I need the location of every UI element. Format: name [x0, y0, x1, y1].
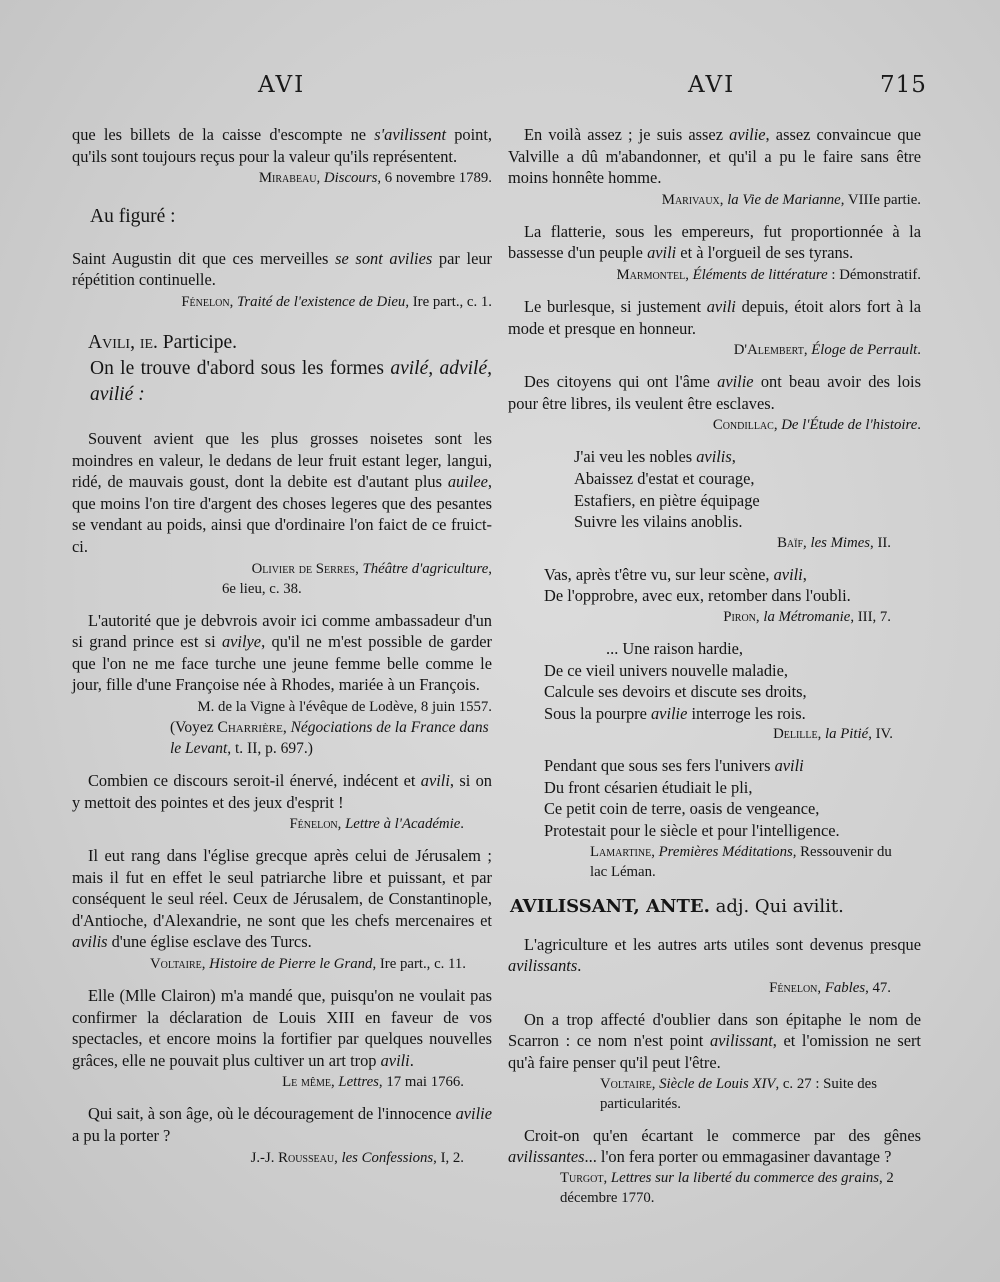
quote-emphasis: avilissant: [709, 1031, 773, 1051]
quote-text: La flatterie, sous les empereurs, fut proportionnée à la bassesse d'un peuple: [508, 221, 921, 263]
citation-rest: , I, 2.: [433, 1149, 464, 1166]
entry-headword: Avili, ie.: [88, 331, 158, 353]
quote-text: , et l'omission ne sert qu'à faire penser qu'il peut l'être.: [508, 1031, 921, 1073]
quote-emphasis: avili: [420, 770, 450, 790]
quote-text: .: [577, 956, 582, 976]
verse-text: ,: [802, 564, 807, 584]
citation-author: J.-J. Rousseau: [250, 1149, 335, 1166]
citation-work: les Confessions: [341, 1149, 434, 1166]
citation-rest: , c. 27 : Suite des particularités.: [600, 1075, 877, 1112]
citation-note: (Voyez Charrière, Négociations de la France dans le Levant, t. II, p. 697.): [170, 718, 489, 757]
quote-text: Il eut rang dans l'église grecque après celui de Jérusalem ; mais il fut en effet le seul patriarche libre et puissant, et par conséquent le seul réel. Ceux de Jérusalem, de Constantinople, d'Antioche, d'Alexandrie, ne sont que les chefs mercenaires et: [72, 846, 492, 930]
quote-text: , assez convaincue que Valville a dû m'abandonner, et qu'il a pu le faire sans être moins honnête homme.: [508, 125, 921, 188]
citation: Fénelon, Lettre à l'Académie.: [289, 816, 464, 833]
quote-emphasis: avili: [706, 296, 736, 316]
quote-text: , si on y mettoit des pointes et des jeux d'esprit !: [72, 770, 492, 812]
citation-author: Lamartine: [590, 843, 652, 860]
quote-marivaux: [508, 124, 921, 210]
citation-rest: .: [917, 342, 921, 359]
quote-text: que les billets de la caisse d'escompte ne: [72, 125, 375, 144]
quote-text: et à l'orgueil de ses tyrans.: [676, 243, 854, 263]
quote-voltaire-pierre: [72, 845, 492, 974]
verse-line: Estafiers, en piètre équipage: [574, 490, 760, 510]
left-column: [72, 124, 492, 1179]
citation: D'Alembert, Éloge de Perrault.: [733, 342, 921, 359]
citation-rest: , 6 novembre 1789.: [377, 170, 492, 187]
citation-author: Mirabeau: [258, 170, 317, 187]
citation: Turgot, Lettres sur la liberté du commerce des grains, 2 décembre 1770.: [560, 1169, 894, 1206]
quote-dalembert: [508, 296, 921, 360]
citation: Piron, la Métromanie, III, 7.: [723, 608, 891, 625]
quote-text: .: [409, 1050, 414, 1070]
verse-line: Du front césarien étudiait le pli,: [544, 777, 753, 797]
quote-text: On a trop affecté d'oublier dans son épitaphe le nom de Scarron : ce nom n'est point: [508, 1009, 921, 1051]
subheading-figure: Au figuré :: [90, 206, 176, 228]
verse-lamartine: [508, 755, 921, 881]
citation: Condillac, De l'Étude de l'histoire.: [712, 417, 921, 434]
citation-author: D'Alembert: [733, 342, 804, 359]
quote-emphasis: avili: [773, 564, 803, 584]
entry-part-of-speech: Participe.: [157, 331, 237, 353]
citation: Mirabeau, Discours, 6 novembre 1789.: [258, 170, 492, 187]
quote-marmontel: [508, 221, 921, 285]
citation-author: Fénelon: [289, 816, 338, 833]
quote-text: En voilà assez ; je suis assez: [524, 125, 730, 144]
entry-avili: [72, 330, 492, 408]
entry-avilissant-heading: [510, 894, 921, 920]
page-number: 715: [880, 72, 927, 98]
citation-rest: , Ire part., c. 11.: [372, 956, 466, 973]
citation: Marivaux, la Vie de Marianne, VIIIe partie.: [661, 191, 921, 208]
citation-work: Siècle de Louis XIV: [659, 1075, 776, 1092]
citation: J.-J. Rousseau, les Confessions, I, 2.: [250, 1149, 464, 1166]
entry-intro: On le trouve d'abord sous les formes: [90, 357, 391, 379]
quote-emphasis: avili: [774, 756, 804, 776]
quote-voltaire-siecle: [508, 1009, 921, 1114]
citation: Voltaire, Histoire de Pierre le Grand, Ire part., c. 11.: [150, 956, 466, 973]
citation-work: Lettres sur la liberté du commerce des grains: [610, 1169, 879, 1186]
citation-work: la Métromanie: [763, 608, 851, 625]
citation-author: Marmontel: [616, 266, 686, 283]
verse-line: Ce petit coin de terre, oasis de vengeance,: [544, 799, 820, 819]
citation-work: Lettre à l'Académie: [345, 816, 461, 833]
quote-fenelon-academie: [72, 770, 492, 834]
quote-emphasis: avilissants: [508, 956, 578, 976]
citation-author: Turgot: [560, 1169, 604, 1186]
quote-emphasis: avilissantes: [508, 1147, 585, 1167]
citation-work: la Vie de Marianne: [727, 191, 841, 208]
quote-condillac: [508, 371, 921, 435]
citation-work: Discours: [323, 170, 378, 187]
citation-work: Traité de l'existence de Dieu: [236, 293, 406, 310]
verse-line: [544, 755, 921, 777]
quote-text: Le burlesque, si justement: [524, 296, 707, 316]
quote-text: ont beau avoir des lois pour être libres, ils veulent être esclaves.: [508, 372, 921, 413]
citation-rest: , Ire part., c. 1.: [405, 293, 492, 310]
quote-text: Qui sait, à son âge, où le découragement de l'innocence: [88, 1104, 456, 1124]
running-head-right: AVI: [688, 72, 736, 98]
verse-line: ... Une raison hardie,: [606, 638, 743, 658]
citation: Baïf, les Mimes, II.: [777, 534, 891, 551]
quote-emphasis: avili: [647, 243, 677, 263]
citation-rest: .: [460, 816, 464, 833]
verse-line: Calcule ses devoirs et discute ses droits,: [544, 682, 807, 702]
quote-text: Souvent avient que les plus grosses noisetes sont les moindres en valeur, le dedans de leur fruit estant leger, langui, ridé, de mauvais goust, dont la debite est d'autant plus: [72, 428, 492, 492]
quote-text: Elle (Mlle Clairon) m'a mandé que, puisqu'on ne voulait pas confirmer la déclaration de Louis XIII en faveur de vos spectacles, et encore moins la fortifier par quelques nouvelles grâces, elle ne pouvait plus cultiver un art trop: [72, 986, 492, 1070]
citation-work: Lettres: [338, 1074, 379, 1091]
quote-turgot: [508, 1125, 921, 1208]
verse-text: ,: [731, 447, 736, 467]
quote-de-la-vigne: [72, 610, 492, 759]
verse-line: Abaissez d'estat et courage,: [574, 468, 755, 488]
citation-rest: , Ressouvenir du lac Léman.: [590, 843, 892, 880]
citation-rest: , 47.: [865, 979, 891, 996]
quote-emphasis: avilis: [72, 932, 108, 952]
quote-olivier-de-serres: [72, 428, 492, 599]
quote-emphasis: avilie: [729, 125, 766, 144]
citation-work: Histoire de Pierre le Grand: [209, 956, 373, 973]
citation-rest: , 2 décembre 1770.: [560, 1169, 894, 1206]
citation-author: Fénelon: [181, 293, 230, 310]
quote-emphasis: avili: [380, 1050, 410, 1070]
citation: Marmontel, Éléments de littérature : Démonstratif.: [616, 266, 921, 283]
citation-author: Delille: [773, 726, 818, 743]
quote-emphasis: s'avilissent: [374, 125, 447, 144]
quote-text: ... l'on fera porter ou emmagasiner davantage ?: [584, 1147, 892, 1167]
citation-rest: , IV.: [868, 726, 893, 743]
citation: Olivier de Serres, Théâtre d'agriculture,: [251, 560, 492, 577]
citation-work: Théâtre d'agriculture: [362, 560, 489, 577]
citation-work: Éléments de littérature: [692, 266, 828, 283]
citation: Fénelon, Traité de l'existence de Dieu, Ire part., c. 1.: [181, 293, 492, 310]
citation-author: Voltaire: [600, 1075, 652, 1092]
quote-fenelon-existence: [72, 248, 492, 312]
quote-text: L'autorité que je debvrois avoir ici comme ambassadeur d'un si grand prince est si: [72, 610, 492, 652]
citation-rest: : Démonstratif.: [827, 266, 921, 283]
quote-text: Croit-on qu'en écartant le commerce par des gênes: [524, 1125, 921, 1145]
citation: M. de la Vigne à l'évêque de Lodève, 8 juin 1557.: [197, 698, 492, 715]
verse-text: Vas, après t'être vu, sur leur scène,: [544, 564, 774, 584]
verse-line: Suivre les vilains anoblis.: [574, 512, 743, 532]
citation-rest: , III, 7.: [850, 608, 891, 625]
citation-note-text: (Voyez: [170, 718, 218, 736]
quote-emphasis: se sont avilies: [335, 248, 433, 268]
quote-voltaire-lettres: [72, 985, 492, 1092]
citation-rest: , II.: [870, 534, 891, 551]
quote-emphasis: auilee: [447, 472, 488, 492]
right-column: [508, 124, 921, 1219]
quote-text: Saint Augustin dit que ces merveilles: [72, 248, 336, 268]
entry-forms: avilé, advilé, avilié :: [90, 357, 493, 405]
verse-line: De l'opprobre, avec eux, retomber dans l'oubli.: [544, 586, 851, 606]
quote-emphasis: avilie: [717, 372, 754, 392]
quote-emphasis: avilye: [221, 632, 262, 652]
verse-piron: [508, 564, 921, 627]
verse-baif: [508, 446, 921, 552]
entry-headword: AVILISSANT, ANTE.: [510, 895, 710, 917]
quote-text: , que moins l'on tire d'argent des choses legeres que des pesantes se vendant au poids, ainsi que d'ordinaire l'on faict de ce fruict-ci.: [72, 472, 492, 556]
quote-text: Combien ce discours seroit-il énervé, indécent et: [88, 770, 421, 790]
running-head-left: AVI: [258, 72, 306, 98]
quote-text: Des citoyens qui ont l'âme: [524, 372, 718, 392]
citation-author: Voltaire: [150, 956, 202, 973]
citation-work: la Pitié: [825, 726, 869, 743]
quote-emphasis: avilis: [696, 447, 732, 467]
citation-author: Le même: [282, 1074, 331, 1091]
citation-author: Fénelon: [769, 979, 818, 996]
citation: Voltaire, Siècle de Louis XIV, c. 27 : Suite des particularités.: [600, 1075, 877, 1112]
verse-text: interroge les rois.: [687, 703, 806, 723]
entry-definition: adj. Qui avilit.: [709, 895, 844, 917]
citation-author: Olivier de Serres: [251, 560, 356, 577]
verse-line: Protestait pour le siècle et pour l'intelligence.: [544, 821, 840, 841]
quote-rousseau: [72, 1103, 492, 1167]
citation: Delille, la Pitié, IV.: [773, 726, 893, 743]
quote-text: par leur répétition continuelle.: [72, 248, 492, 290]
citation-work: De l'Étude de l'histoire: [781, 417, 918, 434]
citation-work: Éloge de Perrault: [811, 342, 918, 359]
verse-text: J'ai veu les nobles: [574, 447, 697, 467]
verse-delille: [508, 638, 921, 744]
citation-work: Négociations de la France dans le Levant: [170, 718, 489, 757]
citation-author: Charrière: [217, 718, 283, 736]
quote-text: point, qu'ils sont toujours reçus pour la valeur qu'ils représentent.: [72, 125, 493, 166]
quote-text: depuis, étoit alors fort à la mode et presque en honneur.: [508, 296, 921, 338]
citation-author: Baïf: [777, 534, 804, 551]
citation: Fénelon, Fables, 47.: [769, 979, 891, 996]
citation-work: Fables: [824, 979, 866, 996]
citation-author: Condillac: [712, 417, 774, 434]
verse-text: Sous la pourpre: [544, 703, 651, 723]
citation-author: Piron: [723, 608, 756, 625]
citation-rest: 6e lieu, c. 38.: [222, 580, 302, 597]
verse-line: [544, 564, 921, 586]
verse-line: [544, 703, 921, 725]
citation-rest: , VIIIe partie.: [840, 191, 921, 208]
citation-work: les Mimes: [810, 534, 871, 551]
citation-rest: , t. II, p. 697.): [227, 739, 313, 757]
citation-rest: .: [917, 417, 921, 434]
quote-mirabeau: [72, 124, 492, 188]
quote-text: d'une église esclave des Turcs.: [107, 932, 312, 952]
verse-line: De ce vieil univers nouvelle maladie,: [544, 660, 788, 680]
citation-author: Marivaux: [661, 191, 720, 208]
quote-fenelon-fables: [508, 934, 921, 998]
verse-line: [574, 446, 921, 468]
citation-work: Premières Méditations: [658, 843, 793, 860]
citation: Le même, Lettres, 17 mai 1766.: [282, 1074, 464, 1091]
quote-text: a pu la porter ?: [72, 1126, 171, 1146]
quote-text: L'agriculture et les autres arts utiles sont devenus presque: [524, 934, 921, 954]
citation-rest: , 17 mai 1766.: [378, 1074, 464, 1091]
citation: Lamartine, Premières Méditations, Ressouvenir du lac Léman.: [590, 843, 892, 880]
quote-emphasis: avilie: [455, 1104, 492, 1124]
quote-emphasis: avilie: [650, 703, 688, 723]
quote-text: , qu'il ne m'est possible de garder que l'on ne me face turche une jeune femme belle comme le jour, fille d'une Françoise née à Rhodes, mariée à un François.: [72, 632, 492, 695]
verse-text: Pendant que sous ses fers l'univers: [544, 756, 775, 776]
